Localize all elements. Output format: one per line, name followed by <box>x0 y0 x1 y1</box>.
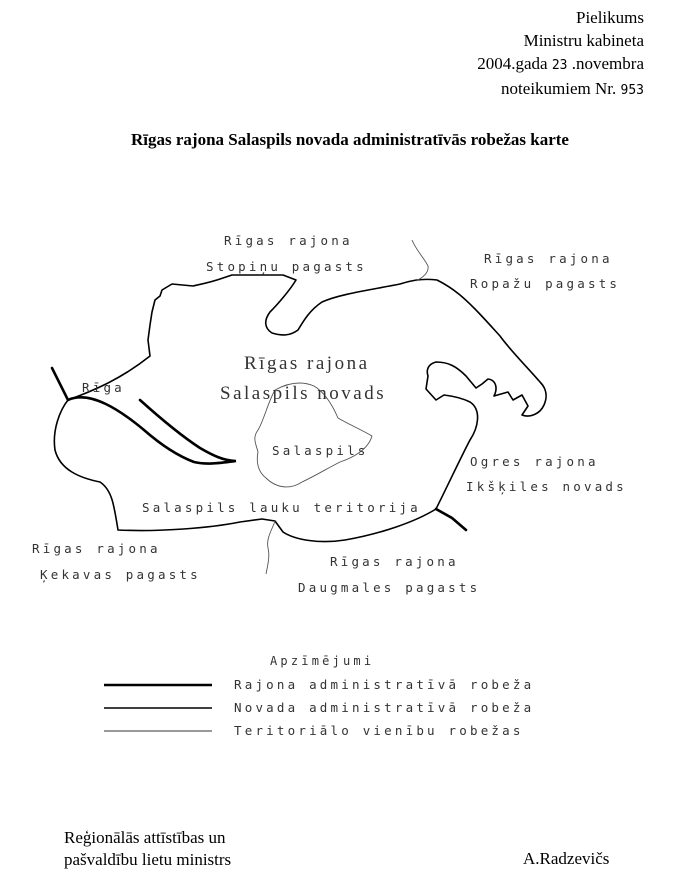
header-line-1: Pielikums <box>575 8 644 27</box>
minister-title <box>64 827 231 871</box>
header-regulation-number: 953 <box>620 83 644 98</box>
header-date-day: 23 <box>551 58 568 73</box>
header-regulation-prefix: noteikumiem Nr. <box>501 79 617 98</box>
label-kekava-parish: Ķekavas pagasts <box>40 567 201 582</box>
minister-title-line-2: pašvaldību lietu ministrs <box>64 850 232 869</box>
label-rural-territory: Salaspils lauku teritorija <box>142 500 421 515</box>
label-ogre-district: Ogres rajona <box>470 454 599 469</box>
label-novads-district: Rīgas rajona <box>244 353 370 374</box>
minister-title-line-1: Reģionālās attīstības un <box>64 828 226 847</box>
legend-title: Apzīmējumi <box>270 654 375 668</box>
header-line-2: Ministru kabineta <box>523 31 644 50</box>
label-daugmale-district: Rīgas rajona <box>330 554 459 569</box>
label-riga: Rīga <box>82 380 125 395</box>
district-boundary-ogre <box>436 509 466 530</box>
label-daugmale-parish: Daugmales pagasts <box>298 580 481 595</box>
header-date-suffix: .novembra <box>571 54 644 73</box>
legend-label-district: Rajona administratīvā robeža <box>234 677 535 692</box>
district-boundary-riga <box>52 368 236 464</box>
legend-label-municipality: Novada administratīvā robeža <box>234 700 535 715</box>
territory-boundary-south <box>266 521 275 574</box>
label-kekava-district: Rīgas rajona <box>32 541 161 556</box>
territory-boundary-north <box>412 240 428 281</box>
label-stopinu-district: Rīgas rajona <box>224 233 353 248</box>
label-stopinu-parish: Stopiņu pagasts <box>206 259 367 274</box>
legend-label-territorial: Teritoriālo vienību robežas <box>234 723 524 738</box>
minister-signature: A.Radzevičs <box>523 849 610 868</box>
label-ikskile-municipality: Ikšķiles novads <box>466 479 627 494</box>
label-novads-name: Salaspils novads <box>220 383 387 404</box>
label-ropazu-parish: Ropažu pagasts <box>470 276 621 291</box>
label-salaspils-city: Salaspils <box>272 443 369 458</box>
map-title: Rīgas rajona Salaspils novada administratīvās robežas karte <box>131 130 569 149</box>
header-date-prefix: 2004.gada <box>477 54 548 73</box>
legend <box>104 654 534 738</box>
label-ropazu-district: Rīgas rajona <box>484 251 613 266</box>
